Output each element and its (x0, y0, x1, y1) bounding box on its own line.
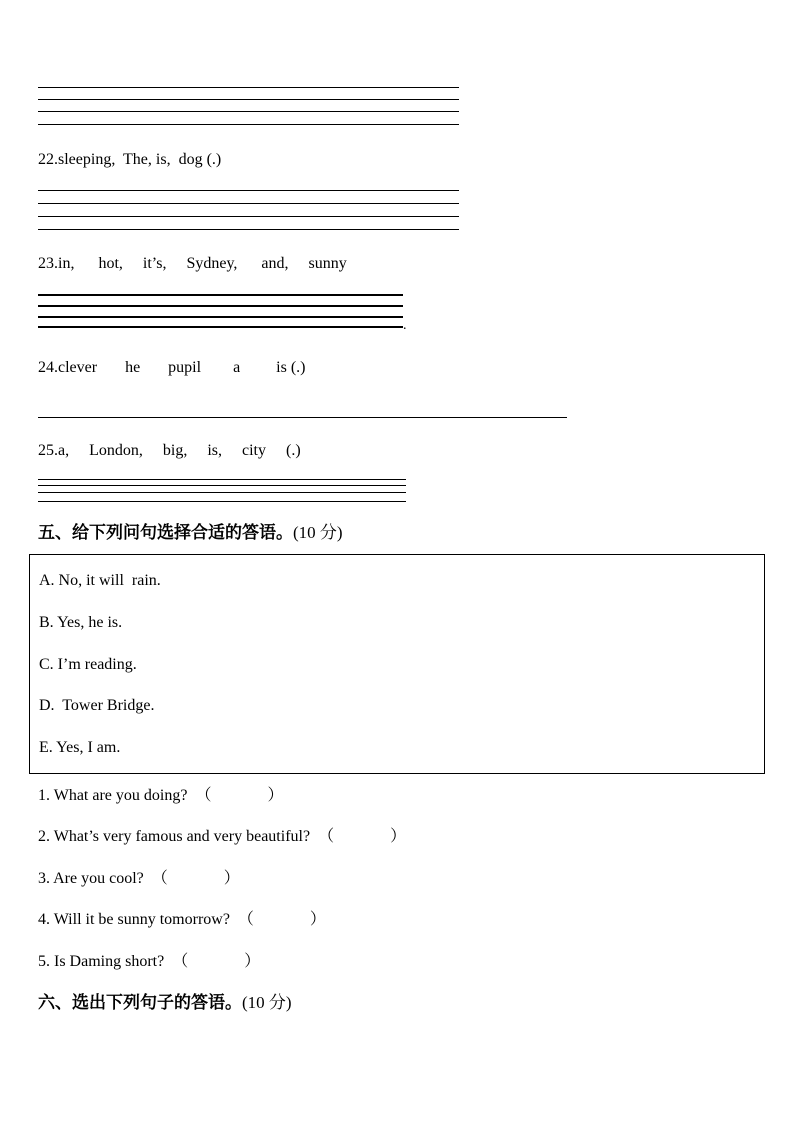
option-d: D. Tower Bridge. (39, 697, 155, 714)
answer-line (38, 203, 459, 204)
answer-line (38, 99, 459, 100)
option-c: C. I’m reading. (39, 656, 137, 673)
answer-line (38, 485, 406, 486)
answer-options-box (29, 554, 765, 774)
question-2: 2. What’s very famous and very beautiful? （ ） (38, 828, 407, 845)
section-6-points: (10 分) (242, 993, 292, 1012)
question-25: 25.a, London, big, is, city (.) (38, 442, 301, 459)
section-6-heading (38, 992, 292, 1014)
answer-line (38, 479, 406, 480)
answer-line (38, 417, 567, 418)
question-24: 24.clever he pupil a is (.) (38, 359, 306, 376)
question-3: 3. Are you cool? （ ） (38, 870, 240, 887)
section-5-title: 五、给下列问句选择合适的答语。 (38, 523, 293, 543)
section-5-heading (38, 522, 343, 544)
answer-line (38, 501, 406, 502)
answer-line (38, 326, 403, 328)
answer-line (38, 294, 403, 296)
answer-line (38, 492, 406, 493)
answer-line (38, 316, 403, 318)
answer-line (38, 124, 459, 125)
option-b: B. Yes, he is. (39, 614, 123, 631)
answer-line (38, 305, 403, 307)
question-23: 23.in, hot, it’s, Sydney, and, sunny (38, 255, 347, 272)
answer-line (38, 216, 459, 217)
answer-line (38, 87, 459, 88)
answer-line (38, 229, 459, 230)
option-a: A. No, it will rain. (39, 572, 161, 589)
question-5: 5. Is Daming short? （ ） (38, 953, 261, 970)
question-4: 4. Will it be sunny tomorrow? （ ） (38, 911, 326, 928)
line-end-period: . (403, 318, 407, 333)
answer-line (38, 111, 459, 112)
question-1: 1. What are you doing? （ ） (38, 787, 284, 804)
question-22: 22.sleeping, The, is, dog (.) (38, 151, 222, 168)
section-6-title: 六、选出下列句子的答语。 (38, 993, 242, 1013)
answer-line (38, 190, 459, 191)
option-e: E. Yes, I am. (39, 739, 121, 756)
section-5-points: (10 分) (293, 523, 343, 542)
